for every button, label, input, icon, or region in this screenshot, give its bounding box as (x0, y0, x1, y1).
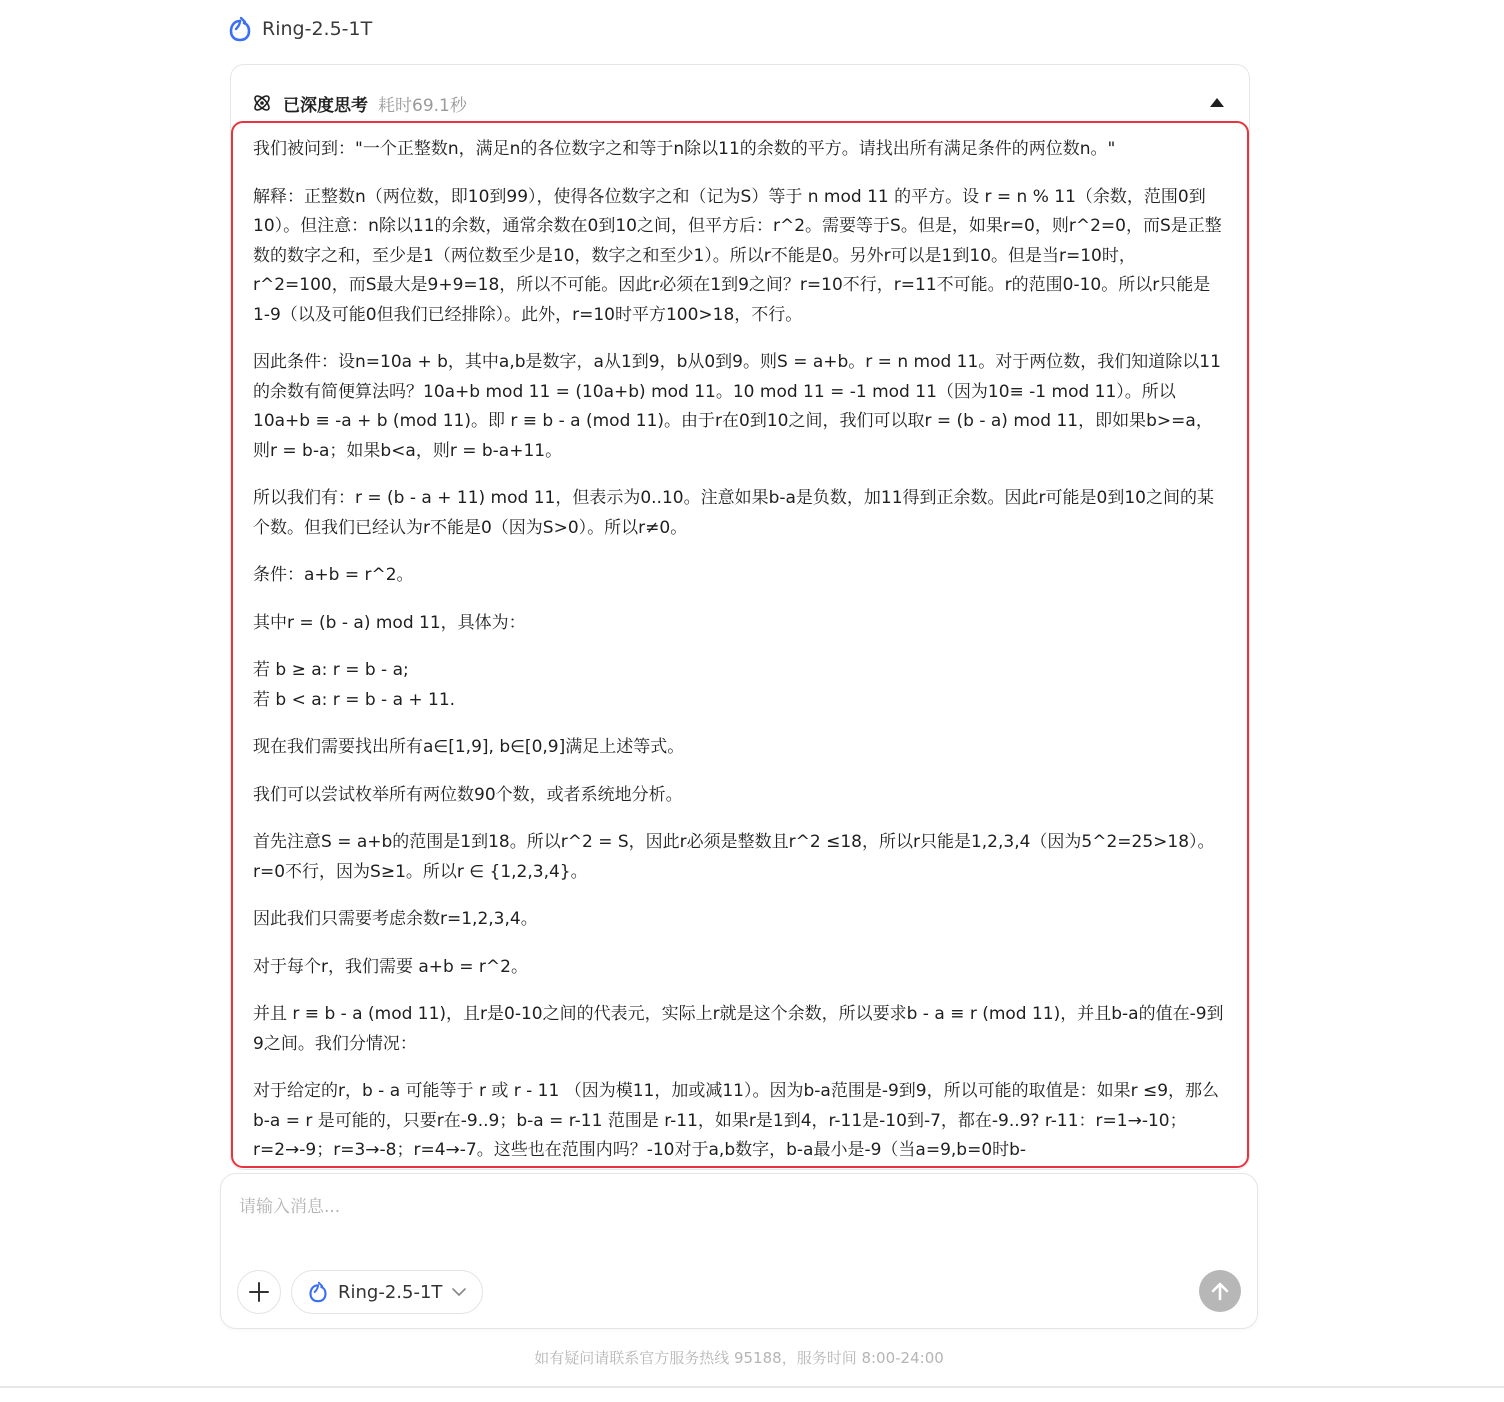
thinking-content[interactable] (231, 121, 1249, 1168)
service-hotline-note: 如有疑问请联系官方服务热线 95188，服务时间 8:00-24:00 (534, 1349, 944, 1367)
thinking-header (251, 91, 467, 115)
thinking-paragraph: 对于每个r，我们需要 a+b = r^2。 (253, 956, 528, 977)
send-button[interactable] (1199, 1270, 1241, 1312)
message-composer (220, 1173, 1258, 1329)
model-selector-label: Ring-2.5-1T (338, 1281, 443, 1303)
thinking-label: 已深度思考 (283, 95, 368, 116)
thinking-paragraph: 其中r = (b - a) mod 11，具体为： (253, 612, 526, 633)
arrow-up-icon (1209, 1280, 1231, 1302)
thinking-panel (230, 64, 1250, 1170)
thinking-paragraph: 我们被问到："一个正整数n，满足n的各位数字之和等于n除以11的余数的平方。请找出所有满足条件的两位数n。" (253, 139, 1116, 159)
thinking-paragraph: 并且 r ≡ b - a (mod 11)，且r是0-10之间的代表元，实际上r就是这个余数，所以要求b - a ≡ r (mod 11)，并且b-a的值在-9到9之间。我们分情况： (253, 1004, 1224, 1054)
thinking-paragraph: 因此我们只需要考虑余数r=1,2,3,4。 (253, 909, 538, 929)
thinking-paragraph: 解释：正整数n（两位数，即10到99），使得各位数字之和（记为S）等于 n mod 11 的平方。设 r = n % 11（余数，范围0到10）。但注意：n除以11的余数，通常余数在0到10之间，但平方后：r^2。需要等于S。但是，如果r=0，则r^2=0，而S是正整数的数字之和，至少是1（两位数至少是10，数字之和至少1）。所以r不能是0。另外r可以是1到10。但是当r=10时，r^2=100，而S最大是9+9=18，所以不可能。因此r必须在1到9之间？r=10不行，r=11不可能。r的范围0-10。所以r只能是1-9（以及可能0但我们已经排除）。此外，r=10时平方100>18，不行。 (253, 186, 1222, 325)
thinking-elapsed: 耗时69.1秒 (378, 95, 467, 116)
chevron-down-icon (452, 1287, 466, 1297)
plus-icon (248, 1281, 270, 1303)
thinking-paragraph: 对于给定的r，b - a 可能等于 r 或 r - 11 （因为模11，加或减11）。因为b-a范围是-9到9，所以可能的取值是：如果r ≤9，那么b-a = r 是可能的，只要r在-9..9；b-a = r-11 范围是 r-11，如果r是1到4，r-11是-10到-7，都在-9..9? r-11：r=1→-10；r=2→-9；r=3→-8；r=4→-7。这些也在范围内吗？-10对于a,b数字，b-a最小是-9（当a=9,b=0时b- (253, 1081, 1220, 1160)
add-attachment-button[interactable] (237, 1270, 281, 1314)
thinking-paragraph: 现在我们需要找出所有a∈[1,9], b∈[0,9]满足上述等式。 (253, 737, 685, 757)
thinking-paragraph: 我们可以尝试枚举所有两位数90个数，或者系统地分析。 (253, 784, 683, 805)
atom-icon (251, 92, 273, 114)
model-selector[interactable] (291, 1270, 483, 1314)
thinking-paragraph: 首先注意S = a+b的范围是1到18。所以r^2 = S，因此r必须是整数且r^2 ≤18，所以r只能是1,2,3,4（因为5^2=25>18）。r=0不行，因为S≥1。所以r ∈ {1,2,3,4}。 (253, 832, 1215, 882)
model-title: Ring-2.5-1T (262, 18, 373, 40)
thinking-paragraph: 若 b ≥ a: r = b - a; 若 b < a: r = b - a + 11. (253, 660, 456, 710)
ring-logo-icon (228, 16, 252, 42)
thinking-paragraph: 所以我们有：r = (b - a + 11) mod 11，但表示为0..10。注意如果b-a是负数，加11得到正余数。因此r可能是0到10之间的某个数。但我们已经认为r不能是0（因为S>0）。所以r≠0。 (253, 488, 1214, 538)
chat-header (228, 14, 372, 44)
divider (0, 1386, 1504, 1388)
caret-up-icon[interactable] (1209, 95, 1225, 109)
thinking-text (233, 123, 1247, 1166)
thinking-paragraph: 条件：a+b = r^2。 (253, 565, 414, 585)
thinking-paragraph: 因此条件：设n=10a + b，其中a,b是数字，a从1到9，b从0到9。则S = a+b。r = n mod 11。对于两位数，我们知道除以11的余数有简便算法吗？10a+b mod 11 = (10a+b) mod 11。10 mod 11 = -1 mod 11（因为10≡ -1 mod 11）。所以10a+b ≡ -a + b (mod 11)。即 r ≡ b - a (mod 11)。由于r在0到10之间，我们可以取r = (b - a) mod 11，即如果b>=a，则r = b-a；如果b<a，则r = b-a+11。 (253, 352, 1221, 461)
message-input[interactable] (237, 1190, 1231, 1254)
ring-logo-icon (308, 1281, 328, 1303)
